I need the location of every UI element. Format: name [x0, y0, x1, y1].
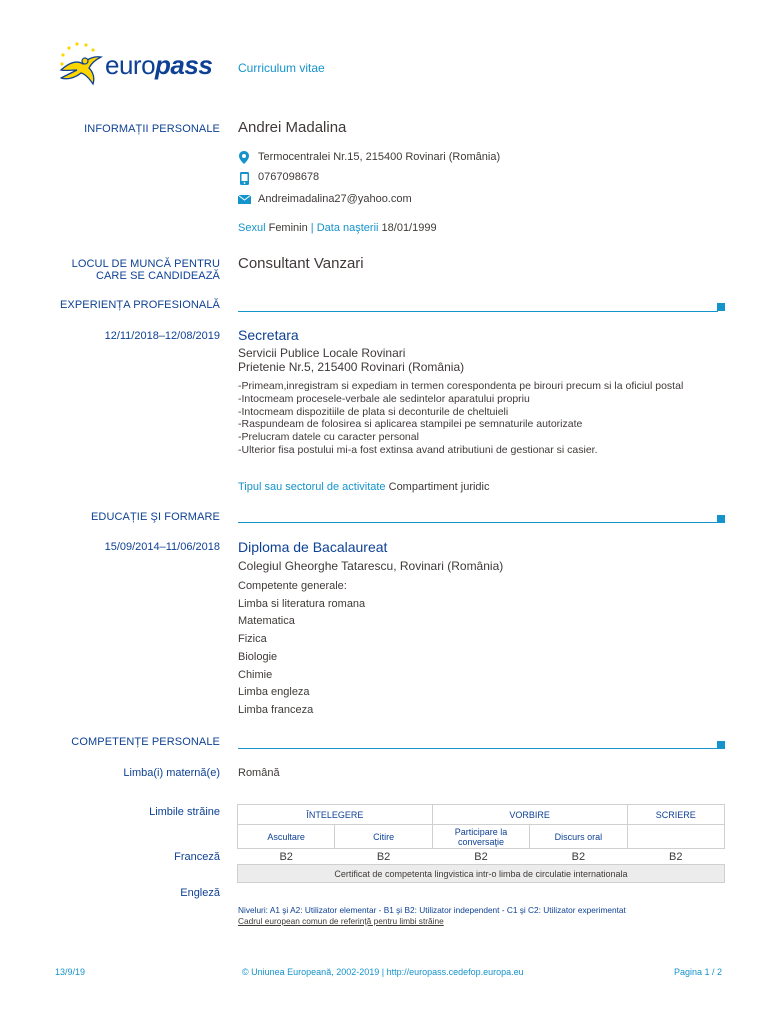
- duty-item: -Intocmeam procesele-verbale ale sedintelor aparatului propriu: [238, 392, 530, 405]
- europass-logo: [55, 40, 225, 90]
- education-item: Matematica: [238, 615, 295, 628]
- sex-value: Feminin: [268, 222, 308, 234]
- duty-item: -Ulterior fisa postului mi-a fost extinsa avand atributiuni de gestionar si casier.: [238, 443, 598, 456]
- experience-org: [238, 346, 464, 374]
- job-applied-label: [72, 258, 220, 282]
- education-divider: [238, 522, 718, 523]
- skills-divider: [238, 748, 718, 749]
- experience-title: Secretara: [238, 327, 299, 343]
- mobile-phone-icon: [234, 172, 254, 185]
- sub-writing: [627, 825, 724, 849]
- education-item: Chimie: [238, 668, 273, 681]
- education-item: Limba engleza: [238, 686, 310, 699]
- group-speaking: VORBIRE: [432, 805, 627, 825]
- skills-divider-marker: [717, 741, 725, 749]
- group-writing: SCRIERE: [627, 805, 724, 825]
- level-cell: B2: [627, 849, 724, 865]
- sector-value: Compartiment juridic: [388, 481, 490, 493]
- level-cell: B2: [238, 849, 335, 865]
- address-row: [258, 151, 500, 163]
- footer-date: 13/9/19: [55, 967, 86, 977]
- sub-production: Discurs oral: [530, 825, 627, 849]
- email-row: [258, 193, 412, 205]
- experience-label: EXPERIENȚA PROFESIONALĂ: [59, 299, 220, 311]
- mother-tongue-label: Limba(i) maternă(e): [123, 767, 220, 779]
- job-applied-value: Consultant Vanzari: [238, 255, 364, 272]
- duty-item: -Intocmeam dispozitiile de plata si deconturile de cheltuieli: [238, 405, 509, 418]
- certificate-row: Certificat de competenta lingvistica intr-o limba de circulatie internationala: [238, 865, 725, 883]
- level-cell: B2: [530, 849, 627, 865]
- education-item: Fizica: [238, 633, 267, 646]
- sub-listening: Ascultare: [238, 825, 335, 849]
- phone-row: [258, 171, 319, 183]
- experience-date: 12/11/2018–12/08/2019: [104, 330, 220, 342]
- levels-note: Niveluri: A1 şi A2: Utilizator elementar - B1 şi B2: Utilizator independent - C1 şi C2: Utilizator experimentat: [238, 905, 626, 915]
- group-understanding: ÎNTELEGERE: [238, 805, 433, 825]
- education-divider-marker: [717, 515, 725, 523]
- duty-item: -Primeam,inregistram si expediam in termen corespondenta pe birouri precum si la oficiul postal: [238, 380, 684, 392]
- level-cell: B2: [432, 849, 529, 865]
- education-title: Diploma de Bacalaureat: [238, 539, 388, 555]
- birth-label: Data naşterii: [316, 222, 379, 234]
- education-item: Limba franceza: [238, 703, 314, 716]
- address-text: Termocentralei Nr.15, 215400 Rovinari (România): [258, 151, 501, 163]
- sub-interaction: Participare la conversaţie: [432, 825, 529, 849]
- education-item: Competente generale:: [238, 580, 347, 592]
- education-label: EDUCAȚIE ŞI FORMARE: [90, 511, 220, 523]
- education-item: Biologie: [238, 650, 278, 663]
- footer-page: Pagina 1 / 2: [673, 967, 722, 977]
- experience-divider: [238, 311, 718, 312]
- framework-link[interactable]: Cadrul european comun de referinţă pentru limbi străine: [238, 916, 444, 926]
- sex-label: Sexul: [238, 222, 266, 234]
- job-applied-label-line1: LOCUL DE MUNCĂ PENTRU: [71, 258, 220, 270]
- skills-label: COMPETENȚE PERSONALE: [71, 736, 220, 748]
- birth-value: 18/01/1999: [381, 222, 437, 234]
- foreign-languages-label: Limbile străine: [149, 806, 220, 818]
- mother-tongue-value: Română: [238, 767, 280, 779]
- language-name: Engleză: [180, 887, 220, 899]
- experience-divider-marker: [717, 303, 725, 311]
- experience-org-line2: Prietenie Nr.5, 215400 Rovinari (România): [238, 360, 465, 374]
- cv-title: Curriculum vitae: [238, 61, 325, 75]
- job-applied-label-line2: CARE SE CANDIDEAZĂ: [95, 270, 220, 282]
- level-cell: B2: [335, 849, 432, 865]
- language-name: Franceză: [174, 851, 220, 863]
- personal-info-label: INFORMAȚII PERSONALE: [84, 123, 220, 135]
- experience-duties: [238, 380, 718, 457]
- language-table: [237, 804, 725, 883]
- separator: |: [310, 222, 314, 234]
- education-org: Colegiul Gheorghe Tatarescu, Rovinari (România): [238, 559, 504, 573]
- education-item: Limba si literatura romana: [238, 597, 366, 610]
- person-name: Andrei Madalina: [238, 119, 347, 136]
- phone-text: 0767098678: [258, 171, 320, 183]
- duty-item: -Prelucram datele cu caracter personal: [238, 431, 419, 444]
- duty-item: -Raspundeam de folosirea si aplicarea stampilei pe semnaturile autorizate: [238, 418, 583, 431]
- education-items: [238, 578, 365, 720]
- footer-copyright[interactable]: © Uniunea Europeană, 2002-2019 | http://europass.cedefop.europa.eu: [242, 967, 524, 977]
- sex-birth-row: [238, 222, 437, 234]
- education-date: 15/09/2014–11/06/2018: [104, 541, 220, 553]
- email-link[interactable]: Andreimadalina27@yahoo.com: [258, 193, 412, 205]
- sector-row: [238, 481, 490, 493]
- location-pin-icon: [234, 151, 254, 164]
- logo-text: europass: [105, 50, 213, 80]
- experience-org-line1: Servicii Publice Locale Rovinari: [238, 346, 406, 360]
- sector-label: Tipul sau sectorul de activitate: [238, 481, 386, 493]
- envelope-icon: [234, 195, 254, 204]
- sub-reading: Citire: [335, 825, 432, 849]
